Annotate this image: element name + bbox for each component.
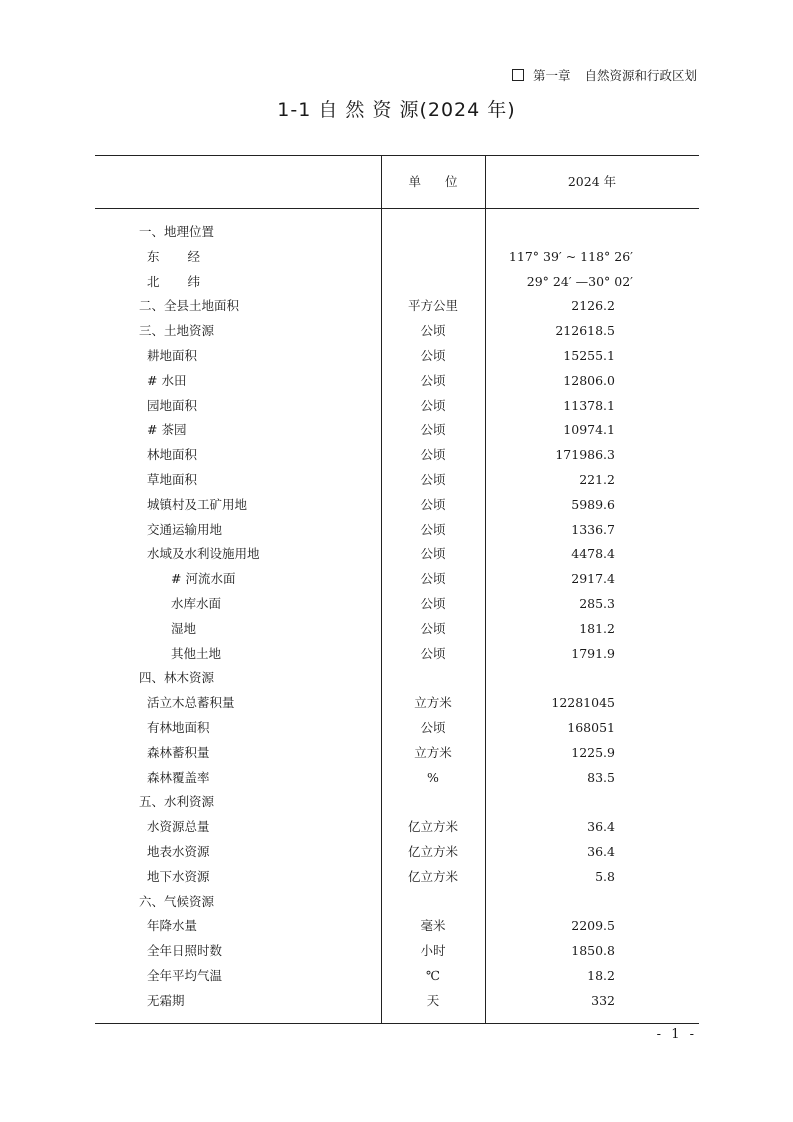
page-title: 1-1 自 然 资 源(2024 年) xyxy=(277,99,516,121)
row-label: 城镇村及工矿用地 xyxy=(147,496,248,512)
table-row xyxy=(95,344,699,369)
table-row xyxy=(95,418,699,443)
table-row xyxy=(95,567,699,592)
row-label: 水库水面 xyxy=(171,595,222,611)
row-value: 1336.7 xyxy=(571,521,615,537)
chapter-label: 第一章 xyxy=(532,68,571,83)
row-label: 东 经 xyxy=(147,248,212,264)
row-label: 三、土地资源 xyxy=(139,323,215,339)
row-value: 12281045 xyxy=(551,695,615,711)
row-unit: 公顷 xyxy=(420,496,446,512)
row-unit: ℃ xyxy=(426,967,440,983)
row-value: 29° 24′ —30° 02′ xyxy=(526,273,633,289)
table-row xyxy=(95,939,699,964)
row-label: 水资源总量 xyxy=(147,819,210,835)
row-label: 地表水资源 xyxy=(147,843,210,859)
table-row xyxy=(95,989,699,1014)
table-row xyxy=(95,741,699,766)
row-unit: 公顷 xyxy=(420,571,446,587)
table-body xyxy=(95,220,699,1014)
table-row xyxy=(95,790,699,815)
row-unit: 毫米 xyxy=(420,918,446,934)
row-label: # 水田 xyxy=(147,372,187,388)
row-value: 1225.9 xyxy=(571,744,615,760)
row-label: 园地面积 xyxy=(147,397,198,413)
row-label: 湿地 xyxy=(171,620,197,636)
row-value: 36.4 xyxy=(587,819,615,835)
table-row xyxy=(95,220,699,245)
row-value: 181.2 xyxy=(579,620,615,636)
row-value: 117° 39′ ~ 118° 26′ xyxy=(508,248,633,264)
table-row xyxy=(95,914,699,939)
table-row xyxy=(95,666,699,691)
row-value: 1850.8 xyxy=(571,943,615,959)
table-row xyxy=(95,319,699,344)
row-value: 4478.4 xyxy=(571,546,615,562)
row-label: 水域及水利设施用地 xyxy=(147,546,260,562)
square-bullet-icon xyxy=(512,69,524,81)
table-row xyxy=(95,542,699,567)
table-row xyxy=(95,642,699,667)
row-label: 六、气候资源 xyxy=(139,893,215,909)
row-label: 耕地面积 xyxy=(147,347,198,363)
column-header-unit: 单 位 xyxy=(408,174,468,189)
table-row xyxy=(95,617,699,642)
table-row xyxy=(95,245,699,270)
row-value: 2209.5 xyxy=(571,918,615,934)
row-label: 草地面积 xyxy=(147,471,198,487)
row-unit: 公顷 xyxy=(420,347,446,363)
row-value: 11378.1 xyxy=(563,397,615,413)
row-label: 全年日照时数 xyxy=(147,943,223,959)
row-label: 森林蓄积量 xyxy=(147,744,210,760)
row-unit: 公顷 xyxy=(420,620,446,636)
resource-table xyxy=(95,155,699,1025)
row-value: 332 xyxy=(591,992,615,1008)
row-value: 285.3 xyxy=(579,595,615,611)
table-row xyxy=(95,394,699,419)
row-unit: 立方米 xyxy=(414,744,452,760)
row-unit: 公顷 xyxy=(420,645,446,661)
column-header-year: 2024 年 xyxy=(567,174,617,189)
table-row xyxy=(95,840,699,865)
row-label: 年降水量 xyxy=(147,918,198,934)
row-unit: 公顷 xyxy=(420,719,446,735)
row-unit: 天 xyxy=(426,992,440,1008)
row-unit: 公顷 xyxy=(420,471,446,487)
row-value: 5.8 xyxy=(595,868,615,884)
table-row xyxy=(95,294,699,319)
section-label: 自然资源和行政区划 xyxy=(584,68,697,83)
row-value: 36.4 xyxy=(587,843,615,859)
row-unit: % xyxy=(427,769,439,785)
row-label: 四、林木资源 xyxy=(139,670,215,686)
row-unit: 平方公里 xyxy=(407,298,458,314)
table-row xyxy=(95,443,699,468)
table-row xyxy=(95,964,699,989)
table-row xyxy=(95,691,699,716)
row-value: 2126.2 xyxy=(571,298,615,314)
table-row xyxy=(95,592,699,617)
table-row xyxy=(95,766,699,791)
table-bottom-rule xyxy=(95,1023,699,1024)
row-label: # 茶园 xyxy=(147,422,187,438)
row-label: 活立木总蓄积量 xyxy=(147,695,235,711)
page-number: - 1 - xyxy=(656,1027,697,1042)
row-value: 83.5 xyxy=(587,769,615,785)
row-label: 一、地理位置 xyxy=(139,224,215,239)
row-unit: 公顷 xyxy=(420,422,446,438)
row-unit: 亿立方米 xyxy=(407,868,458,884)
row-value: 1791.9 xyxy=(571,645,615,661)
row-value: 171986.3 xyxy=(555,447,615,463)
table-row xyxy=(95,518,699,543)
row-label: 全年平均气温 xyxy=(147,967,223,983)
table-row xyxy=(95,815,699,840)
row-value: 221.2 xyxy=(579,471,615,487)
row-label: 林地面积 xyxy=(147,447,198,463)
row-label: 二、全县土地面积 xyxy=(139,298,240,314)
table-row xyxy=(95,493,699,518)
row-label: 北 纬 xyxy=(147,273,212,289)
row-value: 18.2 xyxy=(587,967,615,983)
row-unit: 公顷 xyxy=(420,447,446,463)
row-unit: 亿立方米 xyxy=(407,843,458,859)
running-header xyxy=(512,66,697,84)
table-row xyxy=(95,369,699,394)
row-value: 5989.6 xyxy=(571,496,615,512)
table-row xyxy=(95,890,699,915)
row-label: 五、水利资源 xyxy=(139,794,215,810)
table-row xyxy=(95,468,699,493)
row-unit: 公顷 xyxy=(420,397,446,413)
table-header-rule xyxy=(95,208,699,209)
row-value: 10974.1 xyxy=(563,422,615,438)
row-unit: 公顷 xyxy=(420,595,446,611)
row-label: 其他土地 xyxy=(171,645,222,661)
row-value: 15255.1 xyxy=(563,347,615,363)
row-unit: 公顷 xyxy=(420,546,446,562)
row-value: 12806.0 xyxy=(563,372,615,388)
table-row xyxy=(95,865,699,890)
row-unit: 公顷 xyxy=(420,323,446,339)
row-value: 212618.5 xyxy=(555,323,615,339)
table-row xyxy=(95,270,699,295)
row-value: 2917.4 xyxy=(571,571,615,587)
row-label: 地下水资源 xyxy=(147,868,210,884)
row-unit: 公顷 xyxy=(420,372,446,388)
row-label: 有林地面积 xyxy=(147,719,210,735)
row-label: # 河流水面 xyxy=(171,571,236,587)
row-label: 无霜期 xyxy=(147,992,185,1008)
row-unit: 公顷 xyxy=(420,521,446,537)
table-row xyxy=(95,716,699,741)
row-value: 168051 xyxy=(567,719,615,735)
row-label: 森林覆盖率 xyxy=(147,769,210,785)
row-unit: 小时 xyxy=(420,943,446,959)
row-label: 交通运输用地 xyxy=(147,521,223,537)
row-unit: 亿立方米 xyxy=(407,819,458,835)
row-unit: 立方米 xyxy=(414,695,452,711)
